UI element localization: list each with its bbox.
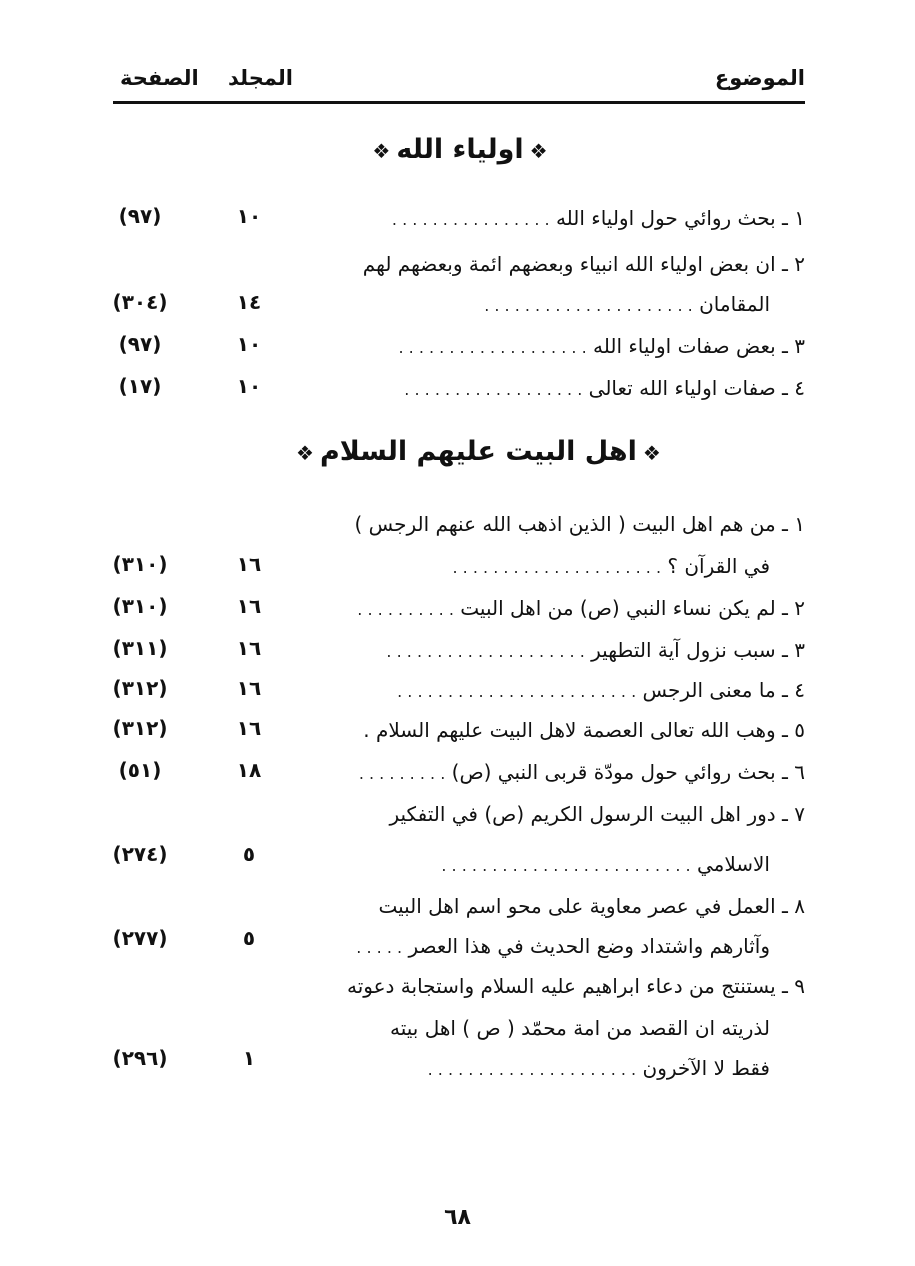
volume-number: ١٨ [236, 758, 262, 782]
page-ref: (٢٧٤) [112, 842, 168, 866]
page-number: ٦٨ [444, 1205, 471, 1230]
list-item-continuation: وآثارهم واشتداد وضع الحديث في هذا العصر . . . . . [356, 934, 770, 958]
section2-title: اهل البيت عليهم السلام [319, 436, 637, 467]
ornament-right-icon: ❖ [296, 440, 314, 465]
page-ref: (٣٠٤) [112, 290, 168, 314]
list-item-continuation: فقط لا الآخرون . . . . . . . . . . . . . . . . . . . . . [427, 1056, 770, 1080]
page-ref: (١٧) [118, 374, 162, 398]
page-ref: (٢٧٧) [112, 926, 168, 950]
page-ref: (٣١٢) [112, 676, 168, 700]
list-item: ١ ـ من هم اهل البيت ( الذين اذهب الله عنهم الرجس ) [354, 512, 805, 536]
volume-number: ١٤ [236, 290, 262, 314]
list-item: ٧ ـ دور اهل البيت الرسول الكريم (ص) في التفكير [389, 802, 805, 826]
page-ref: (٣١١) [112, 636, 168, 660]
ornament-left-icon: ❖ [642, 440, 661, 465]
section-title-awliya [340, 134, 580, 165]
volume-number: ١٦ [236, 636, 262, 660]
list-item: ٩ ـ يستنتج من دعاء ابراهيم عليه السلام واستجابة دعوته [346, 974, 805, 998]
volume-number: ١٦ [236, 552, 262, 576]
list-item: ٢ ـ ان بعض اولياء الله انبياء وبعضهم ائمة وبعضهم لهم [362, 252, 805, 276]
page-ref: (٣١٠) [112, 594, 168, 618]
list-item: ٣ ـ سبب نزول آية التطهير . . . . . . . . . . . . . . . . . . . . [386, 638, 805, 662]
page-ref: (٣١٢) [112, 716, 168, 740]
volume-number: ١٦ [236, 676, 262, 700]
volume-number: ١٠ [236, 374, 262, 398]
list-item: ٦ ـ بحث روائي حول مودّة قربى النبي (ص) . . . . . . . . . [358, 760, 805, 784]
page-ref: (٢٩٦) [112, 1046, 168, 1070]
header-subject: الموضوع [714, 66, 805, 90]
volume-number: ٥ [242, 926, 256, 950]
list-item-continuation: الاسلامي . . . . . . . . . . . . . . . . . . . . . . . . . [441, 852, 770, 876]
list-item-continuation: المقامان . . . . . . . . . . . . . . . . . . . . . [484, 292, 770, 316]
volume-number: ١ [242, 1046, 256, 1070]
volume-number: ١٦ [236, 716, 262, 740]
list-item: ٤ ـ صفات اولياء الله تعالى . . . . . . . . . . . . . . . . . . [404, 376, 805, 400]
list-item-continuation: لذريته ان القصد من امة محمّد ( ص ) اهل بيته [389, 1016, 770, 1040]
list-item: ٥ ـ وهب الله تعالى العصمة لاهل البيت عليهم السلام . [363, 718, 805, 742]
page-ref: (٥١) [118, 758, 162, 782]
ornament-right-icon: ❖ [372, 138, 391, 163]
list-item: ٣ ـ بعض صفات اولياء الله . . . . . . . . . . . . . . . . . . . [398, 334, 805, 358]
page-ref: (٩٧) [118, 332, 162, 356]
volume-number: ١٠ [236, 204, 262, 228]
header-rule [113, 101, 805, 104]
list-item: ٨ ـ العمل في عصر معاوية على محو اسم اهل البيت [378, 894, 805, 918]
list-item: ٤ ـ ما معنى الرجس . . . . . . . . . . . . . . . . . . . . . . . . [397, 678, 805, 702]
list-item-continuation: في القرآن ؟ . . . . . . . . . . . . . . . . . . . . . [452, 554, 770, 578]
page-ref: (٣١٠) [112, 552, 168, 576]
volume-number: ٥ [242, 842, 256, 866]
volume-number: ١٠ [236, 332, 262, 356]
page-ref: (٩٧) [118, 204, 162, 228]
section1-title: اولياء الله [396, 134, 524, 165]
header-page: الصفحة [120, 66, 199, 90]
list-item: ١ ـ بحث روائي حول اولياء الله . . . . . . . . . . . . . . . . [391, 206, 805, 230]
ornament-left-icon: ❖ [529, 138, 548, 163]
header-volume: المجلد [228, 66, 293, 90]
volume-number: ١٦ [236, 594, 262, 618]
list-item: ٢ ـ لم يكن نساء النبي (ص) من اهل البيت . . . . . . . . . . [357, 596, 805, 620]
section-title-ahl-albayt [290, 436, 661, 467]
